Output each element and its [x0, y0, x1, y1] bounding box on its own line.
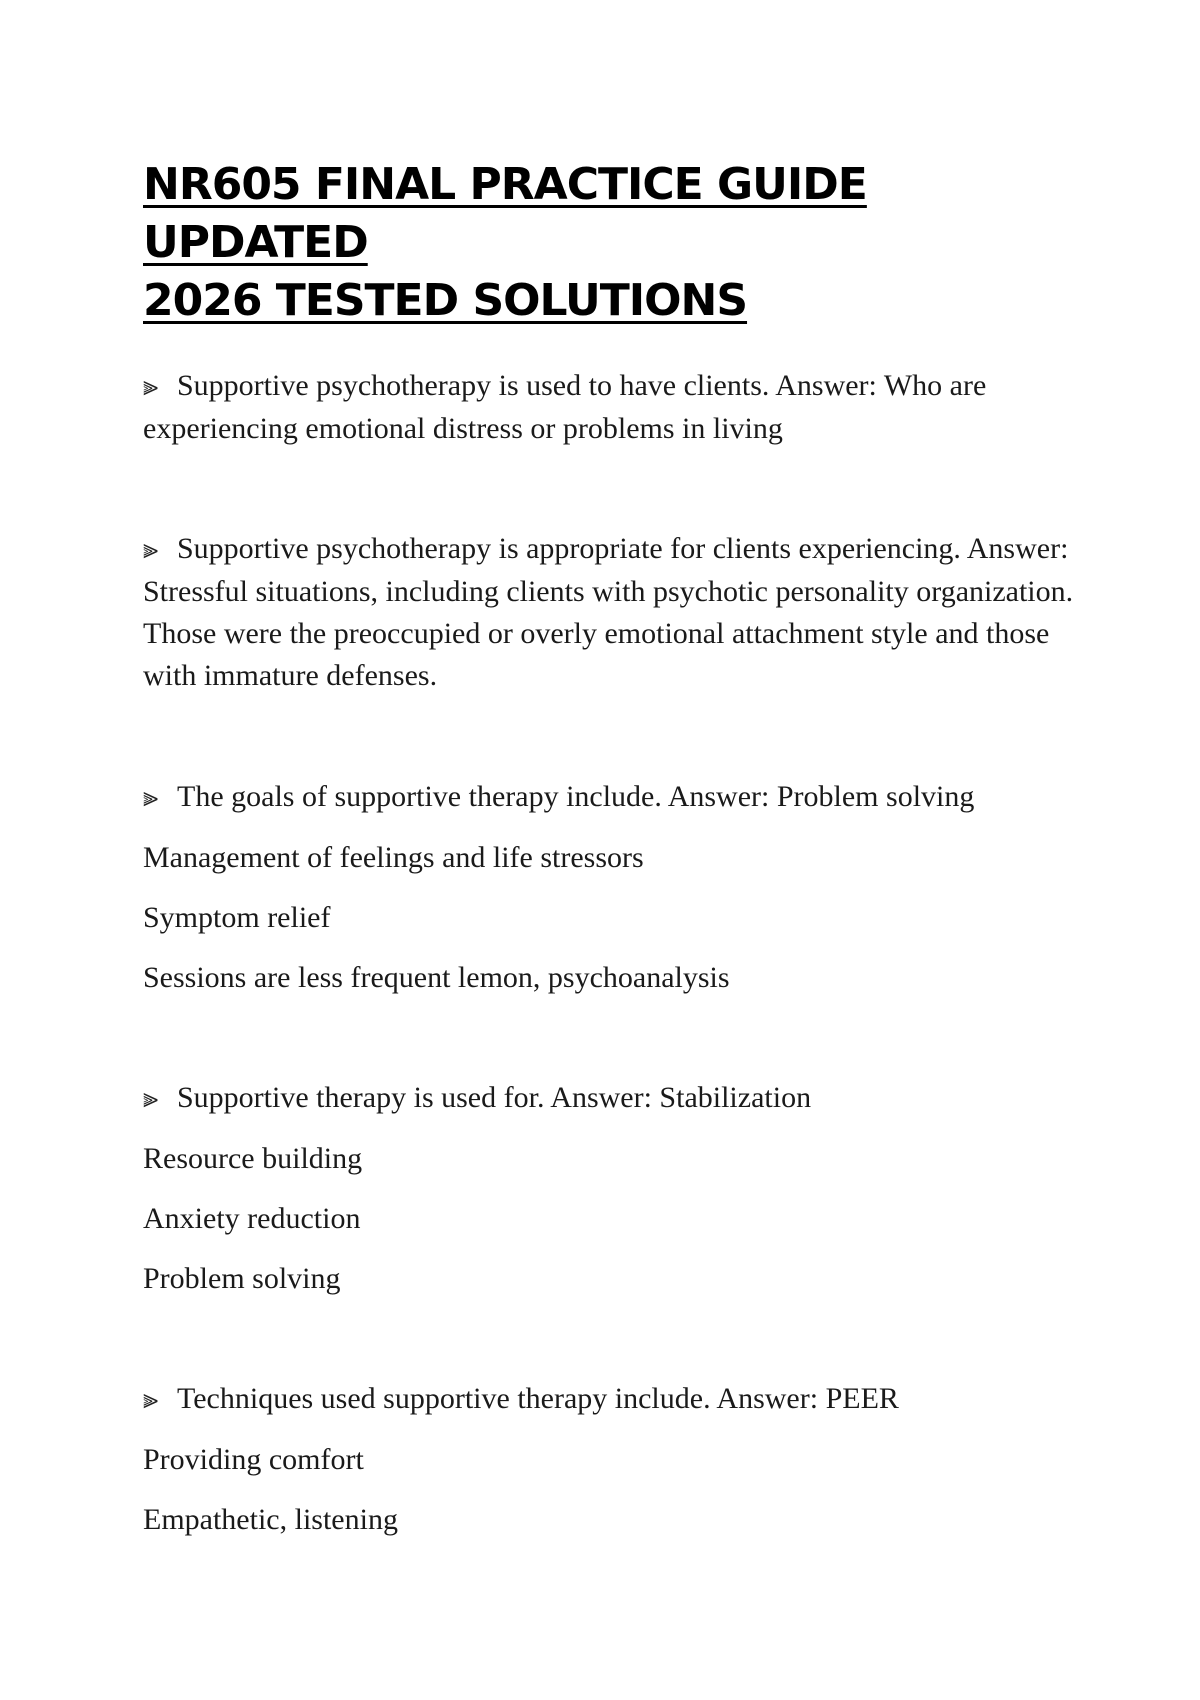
bullet-arrow-icon: ⫸ [143, 371, 159, 402]
answer-line: Empathetic, listening [143, 1503, 398, 1536]
bullet-arrow-icon: ⫸ [143, 1083, 159, 1114]
question-body: Supportive therapy is used for. Answer: Stabilization [177, 1081, 812, 1114]
question-body: The goals of supportive therapy include. Answer: Problem solving [177, 780, 975, 813]
question-text [143, 776, 1088, 819]
question-body: Techniques used supportive therapy include. Answer: PEER [177, 1382, 899, 1415]
question-text [143, 365, 1088, 450]
bullet-arrow-icon: ⫸ [143, 534, 159, 565]
qa-item-2 [143, 528, 1088, 697]
answer-line: Symptom relief [143, 901, 331, 934]
qa-item-1 [143, 365, 1088, 450]
question-text [143, 528, 1088, 697]
question-body: Supportive psychotherapy is appropriate for clients experiencing. Answer: Stressful situations, including clients with psychotic personality organization. Those were the preoccupied or overly emotional attachment style and those with immature defenses. [143, 532, 1074, 692]
answer-line: Problem solving [143, 1262, 341, 1295]
answer-line: Management of feelings and life stressors [143, 841, 644, 874]
qa-item-4 [143, 1077, 1088, 1300]
bullet-arrow-icon: ⫸ [143, 782, 159, 813]
answer-line: Sessions are less frequent lemon, psychoanalysis [143, 961, 730, 994]
answer-line: Resource building [143, 1142, 363, 1175]
question-text [143, 1378, 1088, 1421]
qa-item-5 [143, 1378, 1088, 1541]
question-body: Supportive psychotherapy is used to have clients. Answer: Who are experiencing emotional distress or problems in living [143, 369, 987, 445]
bullet-arrow-icon: ⫸ [143, 1384, 159, 1415]
title-line-2: 2026 TESTED SOLUTIONS [143, 275, 748, 326]
question-text [143, 1077, 1088, 1120]
document-title [143, 156, 1083, 330]
qa-item-3 [143, 776, 1088, 999]
answer-line: Anxiety reduction [143, 1202, 361, 1235]
title-line-1: NR605 FINAL PRACTICE GUIDE UPDATED [143, 159, 867, 268]
answer-line: Providing comfort [143, 1443, 364, 1476]
